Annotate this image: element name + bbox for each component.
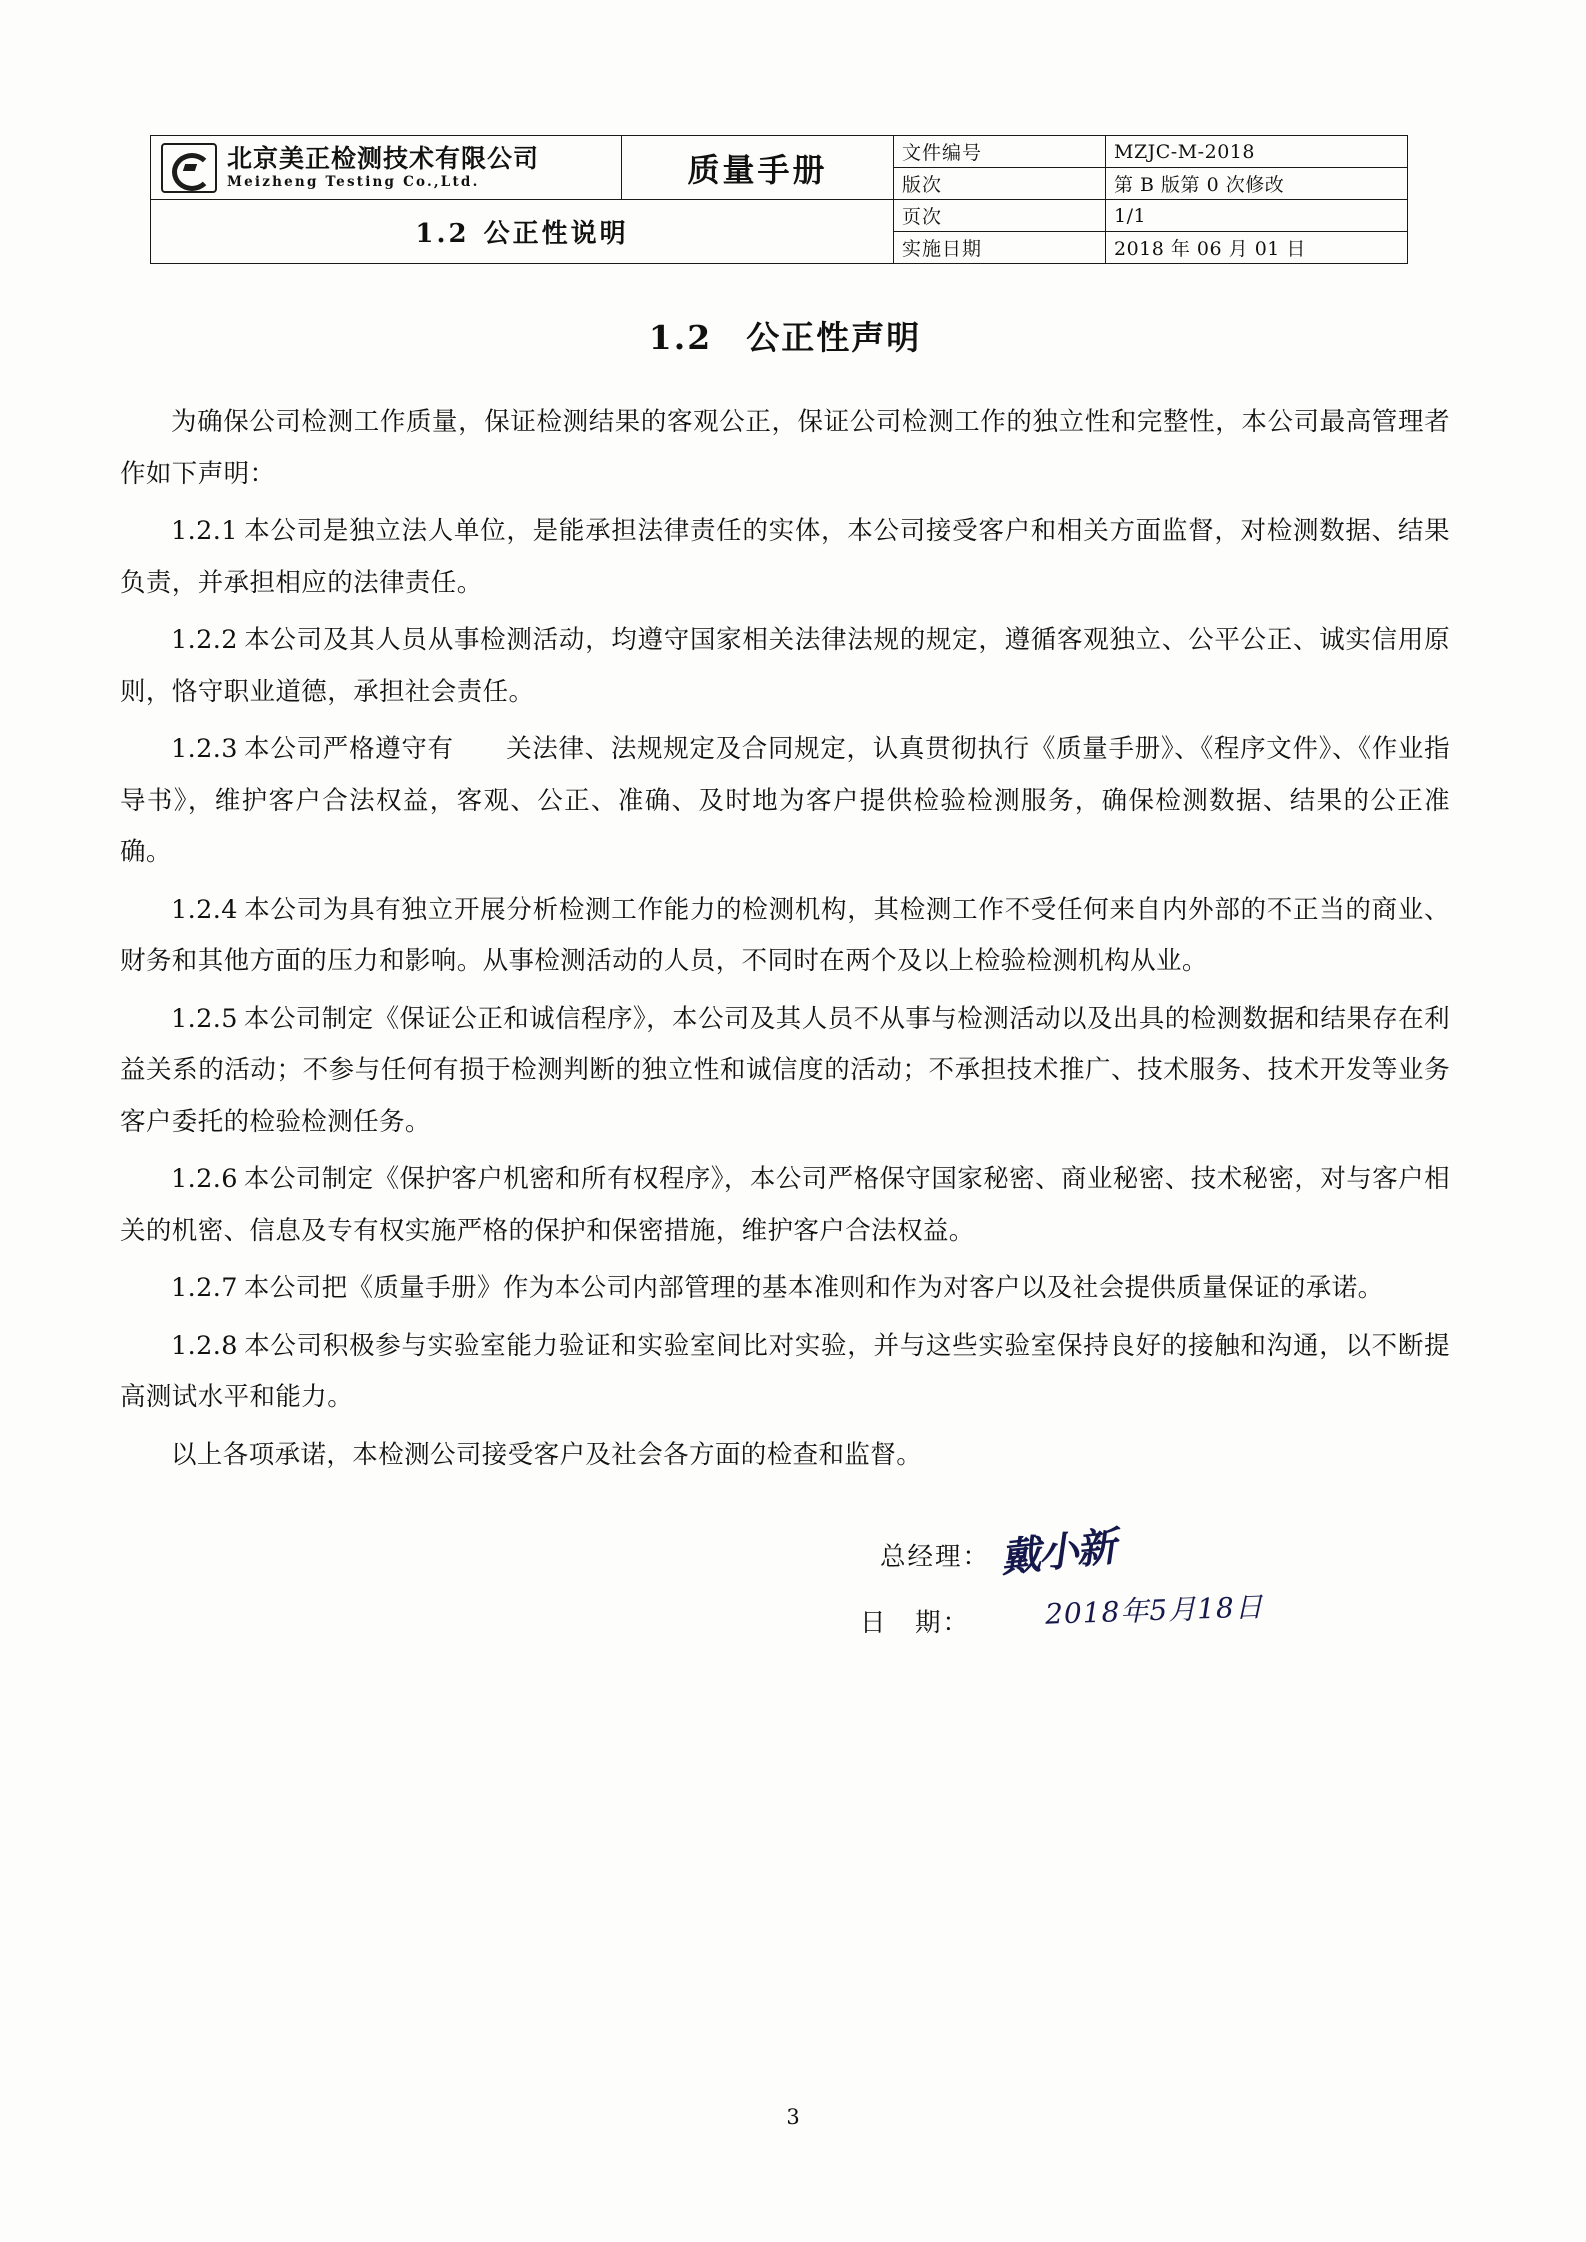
field-key-page: 页次: [894, 200, 1106, 232]
document-sheet: [120, 135, 1450, 1687]
header-row-3: [151, 200, 1408, 232]
clause-number: 1.2.7: [171, 1273, 238, 1303]
header-section-number: 1.2: [415, 219, 470, 249]
clause-text: 本公司为具有独立开展分析检测工作能力的检测机构，其检测工作不受任何来自内外部的不正当的商业、财务和其他方面的压力和影响。从事检测活动的人员，不同时在两个及以上检验检测机构从业。: [120, 894, 1450, 976]
clause-number: 1.2.2: [171, 625, 238, 655]
manager-label: 总经理：: [880, 1542, 991, 1572]
field-key-doc-no: 文件编号: [894, 136, 1106, 168]
clause-text: 本公司制定《保证公正和诚信程序》，本公司及其人员不从事与检测活动以及出具的检测数据和结果存在利益关系的活动；不参与任何有损于检测判断的独立性和诚信度的活动；不承担技术推广、技术服务、技术开发等业务客户委托的检验检测任务。: [120, 1003, 1450, 1137]
document-header-table: [150, 135, 1408, 264]
clause-number: 1.2.5: [171, 1003, 238, 1034]
date-handwritten: 2018年5月18日: [1044, 1590, 1265, 1631]
clause-text: 本公司制定《保护客户机密和所有权程序》，本公司严格保守国家秘密、商业秘密、技术秘密，对与客户相关的机密、信息及专有权实施严格的保护和保密措施，维护客户合法权益。: [120, 1164, 1450, 1246]
header-section-title: [151, 200, 894, 264]
header-row-1: [151, 136, 1408, 168]
clause-text: 本公司及其人员从事检测活动，均遵守国家相关法律法规的规定，遵循客观独立、公平公正、诚实信用原则，恪守职业道德，承担社会责任。: [120, 625, 1450, 707]
document-title-text: 公正性声明: [746, 318, 922, 357]
document-title-number: 1.2: [648, 318, 713, 357]
company-name-en: Meizheng Testing Co.,Ltd.: [227, 173, 480, 190]
paragraph-closing: 以上各项承诺，本检测公司接受客户及社会各方面的检查和监督。: [171, 1439, 923, 1470]
clause-1-2-8: [120, 1321, 1450, 1424]
field-value-effective-date: 2018 年 06 月 01 日: [1106, 232, 1408, 264]
field-value-doc-no: MZJC-M-2018: [1106, 136, 1408, 168]
clause-1-2-4: [120, 885, 1450, 988]
field-value-edition: 第 B 版第 0 次修改: [1106, 168, 1408, 200]
clause-text: 本公司严格遵守有 关法律、法规规定及合同规定，认真贯彻执行《质量手册》、《程序文件》、《作业指导书》，维护客户合法权益，客观、公正、准确、及时地为客户提供检验检测服务，确保检测数据、结果的公正准确。: [120, 734, 1450, 867]
clause-1-2-3: [120, 724, 1450, 879]
clause-number: 1.2.4: [171, 894, 238, 925]
clause-number: 1.2.1: [171, 516, 238, 546]
clause-1-2-2: [120, 615, 1450, 718]
company-logo-cell: [151, 136, 622, 200]
company-logo-icon: [161, 143, 217, 193]
field-key-edition: 版次: [894, 168, 1106, 200]
clause-1-2-7: [120, 1263, 1450, 1315]
clause-text: 本公司是独立法人单位，是能承担法律责任的实体，本公司接受客户和相关方面监督，对检测数据、结果负责，并承担相应的法律责任。: [120, 516, 1450, 598]
company-name-cn: 北京美正检测技术有限公司: [227, 144, 540, 174]
clause-text: 本公司把《质量手册》作为本公司内部管理的基本准则和作为对客户以及社会提供质量保证的承诺。: [243, 1273, 1384, 1303]
clause-number: 1.2.8: [171, 1330, 238, 1361]
manual-label: 质量手册: [622, 136, 894, 200]
signature-block: [120, 1523, 1450, 1687]
clause-number: 1.2.3: [171, 734, 238, 764]
clause-1-2-6: [120, 1154, 1450, 1257]
clause-1-2-1: [120, 506, 1450, 609]
field-value-page: 1/1: [1106, 200, 1408, 232]
date-label: 日 期：: [860, 1608, 971, 1638]
clause-1-2-5: [120, 994, 1450, 1149]
clause-text: 本公司积极参与实验室能力验证和实验室间比对实验，并与这些实验室保持良好的接触和沟通，以不断提高测试水平和能力。: [120, 1330, 1450, 1412]
paragraph-intro: 为确保公司检测工作质量，保证检测结果的客观公正，保证公司检测工作的独立性和完整性，本公司最高管理者作如下声明：: [120, 407, 1450, 489]
manager-signature: 戴小新: [998, 1523, 1117, 1582]
clause-number: 1.2.6: [171, 1164, 238, 1194]
document-title: [120, 312, 1450, 359]
page-number: 3: [786, 2105, 800, 2129]
header-section-text: 公正性说明: [483, 219, 629, 249]
field-key-effective-date: 实施日期: [894, 232, 1106, 264]
